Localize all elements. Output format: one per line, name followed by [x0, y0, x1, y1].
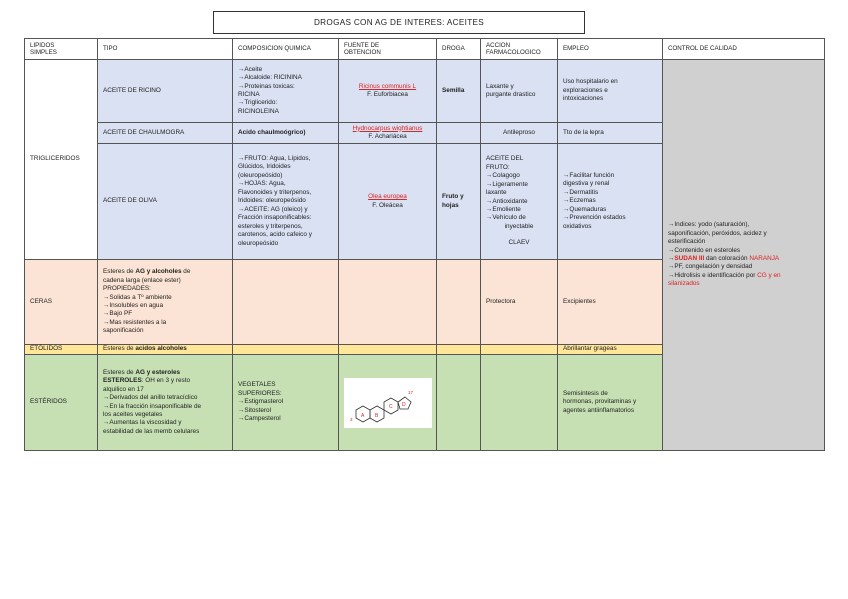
species-link-olea[interactable]: Olea europea	[368, 193, 407, 201]
header-empleo: EMPLEO	[558, 39, 663, 60]
header-tipo: TIPO	[98, 39, 233, 60]
comp-chaulmogra: Acido chaulmoógrico)	[233, 123, 339, 144]
accion-oliva: ACEITE DEL FRUTO: →Colagogo →Ligeramente laxante →Antioxidante →Emoliente →Vehículo de inyectable CLAEV	[481, 144, 558, 260]
header-lipidos: LIPIDOS SIMPLES	[25, 39, 98, 60]
empleo-esteridos: Semisintesis de hormonas, provitaminas y agentes antiinflamatorios	[558, 355, 663, 451]
accion-ricino: Laxante y purgante drastico	[481, 60, 558, 123]
header-droga: DROGA	[437, 39, 481, 60]
header-control: CONTROL DE CALIDAD	[663, 39, 825, 60]
group-etolidos: ETÓLIDOS	[25, 345, 98, 355]
accion-ceras: Protectora	[481, 260, 558, 345]
empleo-etolidos: Abrillantar grageas	[558, 345, 663, 355]
comp-oliva: →FRUTO: Agua, Lípidos, Glúcidos, Iridoides (oleuropeósido) →HOJAS: Agua, Flavonoides y triterpenos, Iridoides: oleuropeósido →ACEITE: AG (oleico) y Fracción insaponificables: esteroles y triterpenos, carotenos, acido cafeico y oleuropeósido	[233, 144, 339, 260]
accion-etolidos	[481, 345, 558, 355]
header-row	[25, 39, 825, 60]
droga-ricino: Semilla	[437, 60, 481, 123]
droga-esteridos	[437, 355, 481, 451]
ring-label-c: C	[388, 403, 393, 410]
fuente-ceras	[339, 260, 437, 345]
empleo-ceras: Excipientes	[558, 260, 663, 345]
fuente-oliva: Olea europea F. Oleácea	[339, 144, 437, 260]
ring-label-d: D	[401, 401, 406, 408]
comp-esteridos: VEGETALES SUPERIORES: →Estigmasterol →Sitosterol →Campesterol	[233, 355, 339, 451]
comp-ricino: →Aceite →Alcaloide: RICININA →Proteinas toxicas: RICINA →Triglicerido: RICINOLEINA	[233, 60, 339, 123]
empleo-chaulmogra: Tto de la lepra	[558, 123, 663, 144]
comp-ceras	[233, 260, 339, 345]
position-17-label: 17	[407, 389, 413, 395]
fuente-etolidos	[339, 345, 437, 355]
species-link-ricinus[interactable]: Ricinus communis L	[358, 82, 417, 90]
fuente-esteridos	[339, 355, 437, 451]
tipo-etolidos: Esteres de acidos alcoholes	[98, 345, 233, 355]
header-composicion: COMPOSICION QUIMICA	[233, 39, 339, 60]
empleo-oliva: →Facilitar función digestiva y renal →Dermatitis →Eczemas →Quemaduras →Prevención estados oxidativos	[558, 144, 663, 260]
droga-oliva: Fruto y hojas	[437, 144, 481, 260]
accion-esteridos	[481, 355, 558, 451]
fuente-ricino: Ricinus communis L F. Euforbiacea	[339, 60, 437, 123]
group-ceras: CERAS	[25, 260, 98, 345]
ring-label-a: A	[360, 412, 364, 419]
tipo-ricino: ACEITE DE RICINO	[98, 60, 233, 123]
droga-chaulmogra	[437, 123, 481, 144]
control-calidad: →Indices: yodo (saturación), saponificación, peróxidos, acidez y esterificación →Contenido en esteroles →SUDAN III dan coloración NARANJA →PF, congelación y densidad →Hidrolisis e identificación por CG y en silanizados	[663, 60, 825, 451]
header-accion: ACCION FARMACOLOGICO	[481, 39, 558, 60]
group-esteridos: ESTÉRIDOS	[25, 355, 98, 451]
table-row	[25, 60, 825, 123]
accion-chaulmogra: Antileproso	[481, 123, 558, 144]
fuente-chaulmogra: Hydnocarpus wightianus F. Achariácea	[339, 123, 437, 144]
ring-label-b: B	[374, 412, 378, 419]
tipo-chaulmogra: ACEITE DE CHAULMOGRA	[98, 123, 233, 144]
tipo-oliva: ACEITE DE OLIVA	[98, 144, 233, 260]
comp-etolidos	[233, 345, 339, 355]
tipo-ceras: Esteres de AG y alcoholes de cadena larga (enlace ester) PROPIEDADES: →Solidas a Tº ambiente →Insolubles en agua →Bajo PF →Mas resistentes a la saponificación	[98, 260, 233, 345]
droga-etolidos	[437, 345, 481, 355]
species-link-hydnocarpus[interactable]: Hydnocarpus wightianus	[352, 124, 423, 132]
empleo-ricino: Uso hospitalario en exploraciones e intoxicaciones	[558, 60, 663, 123]
group-trigliceridos: TRIGLICERIDOS	[25, 60, 98, 260]
steroid-structure-image	[344, 378, 432, 428]
droga-ceras	[437, 260, 481, 345]
document-title: DROGAS CON AG DE INTERES: ACEITES	[213, 11, 585, 34]
position-3-label: 3	[349, 416, 353, 422]
lipids-table	[24, 38, 825, 451]
header-fuente: FUENTE DE OBTENCION	[339, 39, 437, 60]
tipo-esteridos: Esteres de AG y esteroles ESTEROLES: OH en 3 y resto alquilico en 17 →Derivados del anillo tetracíclico →En la fracción insaponificable de los aceites vegetales →Aumentas la viscosidad y estabilidad de las memb celulares	[98, 355, 233, 451]
